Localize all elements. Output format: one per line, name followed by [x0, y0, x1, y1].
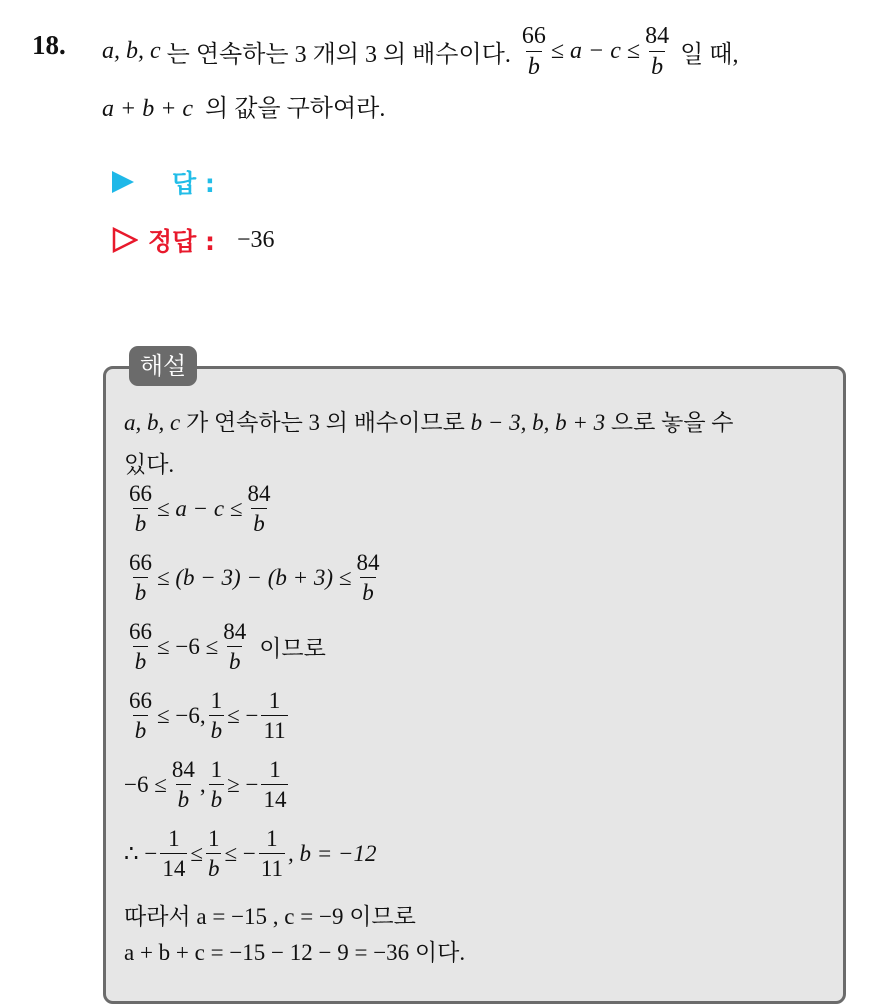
math-text: ≤ −: [224, 840, 256, 866]
math-text: ≤ (b − 3) − (b + 3) ≤: [157, 564, 352, 590]
math-text: 으로 놓을 수: [610, 410, 734, 435]
fraction-denominator: 14: [261, 784, 288, 811]
fraction: [127, 482, 154, 535]
fraction-numerator: 66: [129, 688, 152, 713]
problem-text: 는 연속하는 3 개의 3 의 배수이다.: [166, 41, 511, 68]
fraction: [209, 758, 225, 811]
fraction-numerator: 1: [210, 757, 223, 782]
solution-step-5: [124, 620, 326, 673]
fraction-numerator: 1: [268, 688, 281, 713]
fraction-numerator: 66: [521, 22, 546, 49]
fraction-numerator: 84: [223, 619, 247, 644]
inequality-middle: ≤ a − c ≤: [550, 37, 641, 64]
fraction: [209, 689, 225, 742]
fraction: [261, 758, 288, 811]
solution-step-7: [124, 758, 291, 811]
fraction-numerator: 84: [356, 550, 380, 575]
problem-line-2: [102, 88, 385, 123]
problem-line-1: [102, 22, 738, 80]
problem-number: 18.: [32, 30, 66, 60]
math-text: ≤ −6 ≤: [157, 633, 219, 659]
fraction-denominator: b: [133, 508, 149, 535]
fraction-numerator: 1: [269, 757, 281, 782]
correct-answer-row: [112, 222, 275, 258]
fraction-denominator: b: [176, 784, 192, 811]
fraction-denominator: b: [209, 715, 225, 742]
math-text: 이므로: [259, 636, 326, 661]
fraction-denominator: b: [209, 784, 225, 811]
fraction: [127, 620, 154, 673]
solution-step-3: [124, 482, 275, 535]
math-text: −6 ≤: [124, 771, 167, 797]
fraction-numerator: 1: [168, 826, 180, 851]
math-text: ≤ a − c ≤: [157, 495, 243, 521]
fraction-numerator: 66: [129, 619, 152, 644]
problem-vars: a, b, c: [102, 37, 161, 64]
solution-step-8: [124, 827, 377, 880]
fraction-numerator: 1: [207, 826, 220, 851]
math-text: ≤ −6,: [157, 702, 206, 728]
math-text: ≤: [190, 840, 203, 866]
math-text: ,: [199, 771, 206, 797]
fraction-numerator: 1: [266, 826, 278, 851]
play-triangle-icon: [112, 171, 134, 193]
expression: a + b + c: [102, 96, 194, 122]
math-text: b − 3, b, b + 3: [470, 410, 606, 435]
math-text: 가 연속하는 3 의 배수이므로: [185, 410, 465, 435]
solution-step-4: [124, 551, 384, 604]
fraction: [127, 551, 154, 604]
fraction-denominator: b: [360, 577, 376, 604]
solution-line-1: [124, 404, 734, 437]
fraction-denominator: b: [133, 646, 149, 673]
solution-line-2: 있다.: [124, 452, 175, 477]
fraction-denominator: b: [251, 508, 267, 535]
fraction-numerator: 84: [645, 22, 670, 49]
fraction-denominator: b: [206, 853, 222, 880]
fraction-numerator: 66: [129, 550, 152, 575]
fraction-84-b: [643, 24, 671, 79]
fraction-denominator: b: [133, 577, 149, 604]
problem-line-end: 일 때,: [680, 41, 739, 68]
fraction-denominator: b: [649, 51, 665, 79]
math-text: ≤ −: [227, 702, 259, 728]
correct-answer-value: −36: [237, 226, 275, 253]
fraction: [127, 689, 154, 742]
fraction: [160, 827, 187, 880]
solution-step-9: 따라서 a = −15 , c = −9 이므로: [124, 904, 416, 929]
math-text: ≥ −: [227, 771, 259, 797]
answer-label: 답 :: [172, 169, 215, 198]
fraction-denominator: 11: [259, 853, 285, 880]
correct-answer-label: 정답 :: [148, 227, 216, 256]
solution-tab: 해설: [129, 346, 197, 386]
fraction-denominator: 11: [261, 715, 287, 742]
fraction-denominator: b: [227, 646, 243, 673]
fraction: [245, 482, 272, 535]
fraction: [259, 827, 285, 880]
solution-step-6: [124, 689, 291, 742]
fraction-denominator: b: [526, 51, 542, 79]
fraction-numerator: 1: [210, 688, 223, 713]
math-text: , b = −12: [288, 840, 377, 866]
fraction: [221, 620, 248, 673]
fraction: [170, 758, 197, 811]
outline-triangle-icon: [112, 227, 138, 253]
fraction-numerator: 84: [171, 757, 195, 782]
math-text: a, b, c: [124, 410, 181, 435]
fraction-numerator: 84: [247, 481, 271, 506]
fraction-denominator: b: [133, 715, 149, 742]
fraction-66-b: [520, 24, 548, 79]
math-text: ∴ −: [124, 840, 158, 866]
fraction: [261, 689, 287, 742]
fraction-denominator: 14: [160, 853, 187, 880]
solution-step-10: a + b + c = −15 − 12 − 9 = −36 이다.: [124, 940, 466, 965]
answer-row: [112, 164, 215, 200]
fraction: [206, 827, 222, 880]
problem-question: 의 값을 구하여라.: [205, 96, 386, 122]
fraction: [354, 551, 381, 604]
fraction-numerator: 66: [129, 481, 152, 506]
